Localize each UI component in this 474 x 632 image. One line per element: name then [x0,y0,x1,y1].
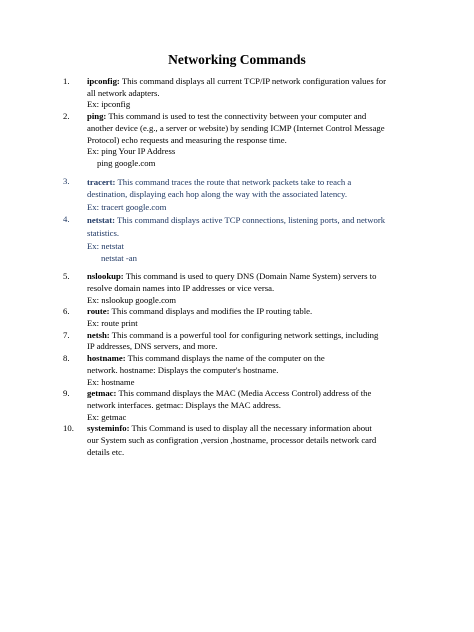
description-text: This command traces the route that network packets take to reach a [115,176,352,187]
example-text: Ex: netstat [87,240,124,251]
command-name: ping: [87,111,107,122]
list-item-nslookup [63,271,423,306]
item-description [87,388,423,400]
item-number: 8. [63,353,70,364]
command-name: ipconfig: [87,76,120,86]
example-text: ping google.com [97,157,156,168]
list-item-getmac [63,388,423,423]
page-title: Networking Commands [168,52,306,67]
example-text: Ex: route print [87,318,138,329]
example-text: Ex: getmac [87,411,127,422]
item-number: 6. [63,306,70,317]
description-text: statistics. [87,227,120,238]
item-number: 3. [63,175,70,186]
list-item-ipconfig [63,76,423,111]
description-text: This command displays all current TCP/IP network configuration values for [119,76,387,86]
item-description [87,353,423,365]
description-text: This command is a powerful tool for configuring network settings, including [109,329,379,340]
item-number: 9. [63,388,70,399]
command-name: nslookup: [87,271,124,282]
list-item-hostname [63,353,423,388]
description-text: details etc. [87,446,125,457]
list-item-systeminfo [63,423,423,458]
description-text: network. hostname: Displays the computer's hostname. [87,364,279,375]
command-list [63,76,423,458]
description-text: destination, displaying each hop along the way with the associated latency. [87,189,347,200]
example-text: Ex: tracert google.com [87,202,167,213]
command-name: hostname: [87,353,126,364]
description-text: This command displays the MAC (Media Access Control) address of the [116,388,372,399]
description-text: This command displays active TCP connections, listening ports, and network [114,215,386,226]
description-text: all network adapters. [87,87,160,98]
command-name: systeminfo: [87,423,130,434]
command-name: getmac: [87,388,117,399]
item-number: 5. [63,271,70,282]
description-text: Protocol) echo requests and measuring the response time. [87,134,287,145]
item-description [87,306,423,318]
item-description [87,176,423,189]
item-number: 1. [63,76,70,86]
item-number: 10. [63,423,74,434]
example-text: Ex: nslookup google.com [87,294,177,305]
description-text: This command is used to test the connectivity between your computer and [106,111,367,122]
description-text: This command is used to query DNS (Domain Name System) servers to [123,271,377,282]
description-text: This command displays and modifies the IP routing table. [109,306,313,317]
list-item-route [63,306,423,329]
example-text: Ex: ping Your IP Address [87,146,176,157]
example-text: netstat -an [101,253,137,264]
example-text: Ex: hostname [87,376,135,387]
item-description [87,330,423,342]
item-number: 2. [63,111,70,122]
list-item-netstat [63,214,423,265]
description-text: This Command is used to display all the necessary information about [129,423,372,434]
item-description [87,214,423,227]
description-text: This command displays the name of the computer on the [125,353,325,364]
item-description [87,76,423,88]
list-item-ping [63,111,423,170]
command-name: route: [87,306,110,317]
description-text: IP addresses, DNS servers, and more. [87,341,218,352]
item-number: 7. [63,329,70,340]
item-number: 4. [63,214,70,225]
command-name: tracert: [87,176,116,187]
description-text: another device (e.g., a server or website) by sending ICMP (Internet Control Message [87,122,385,133]
item-description [87,423,423,435]
list-item-netsh [63,330,423,353]
description-text: network interfaces. getmac: Displays the MAC address. [87,399,281,410]
description-text: our System such as configration ,version ,hostname, processor details network card [87,435,377,446]
description-text: resolve domain names into IP addresses or vice versa. [87,282,275,293]
command-name: netstat: [87,215,115,226]
list-item-tracert [63,176,423,214]
item-description [87,271,423,283]
example-text: Ex: ipconfig [87,99,131,110]
item-description [87,111,423,123]
command-name: netsh: [87,329,110,340]
